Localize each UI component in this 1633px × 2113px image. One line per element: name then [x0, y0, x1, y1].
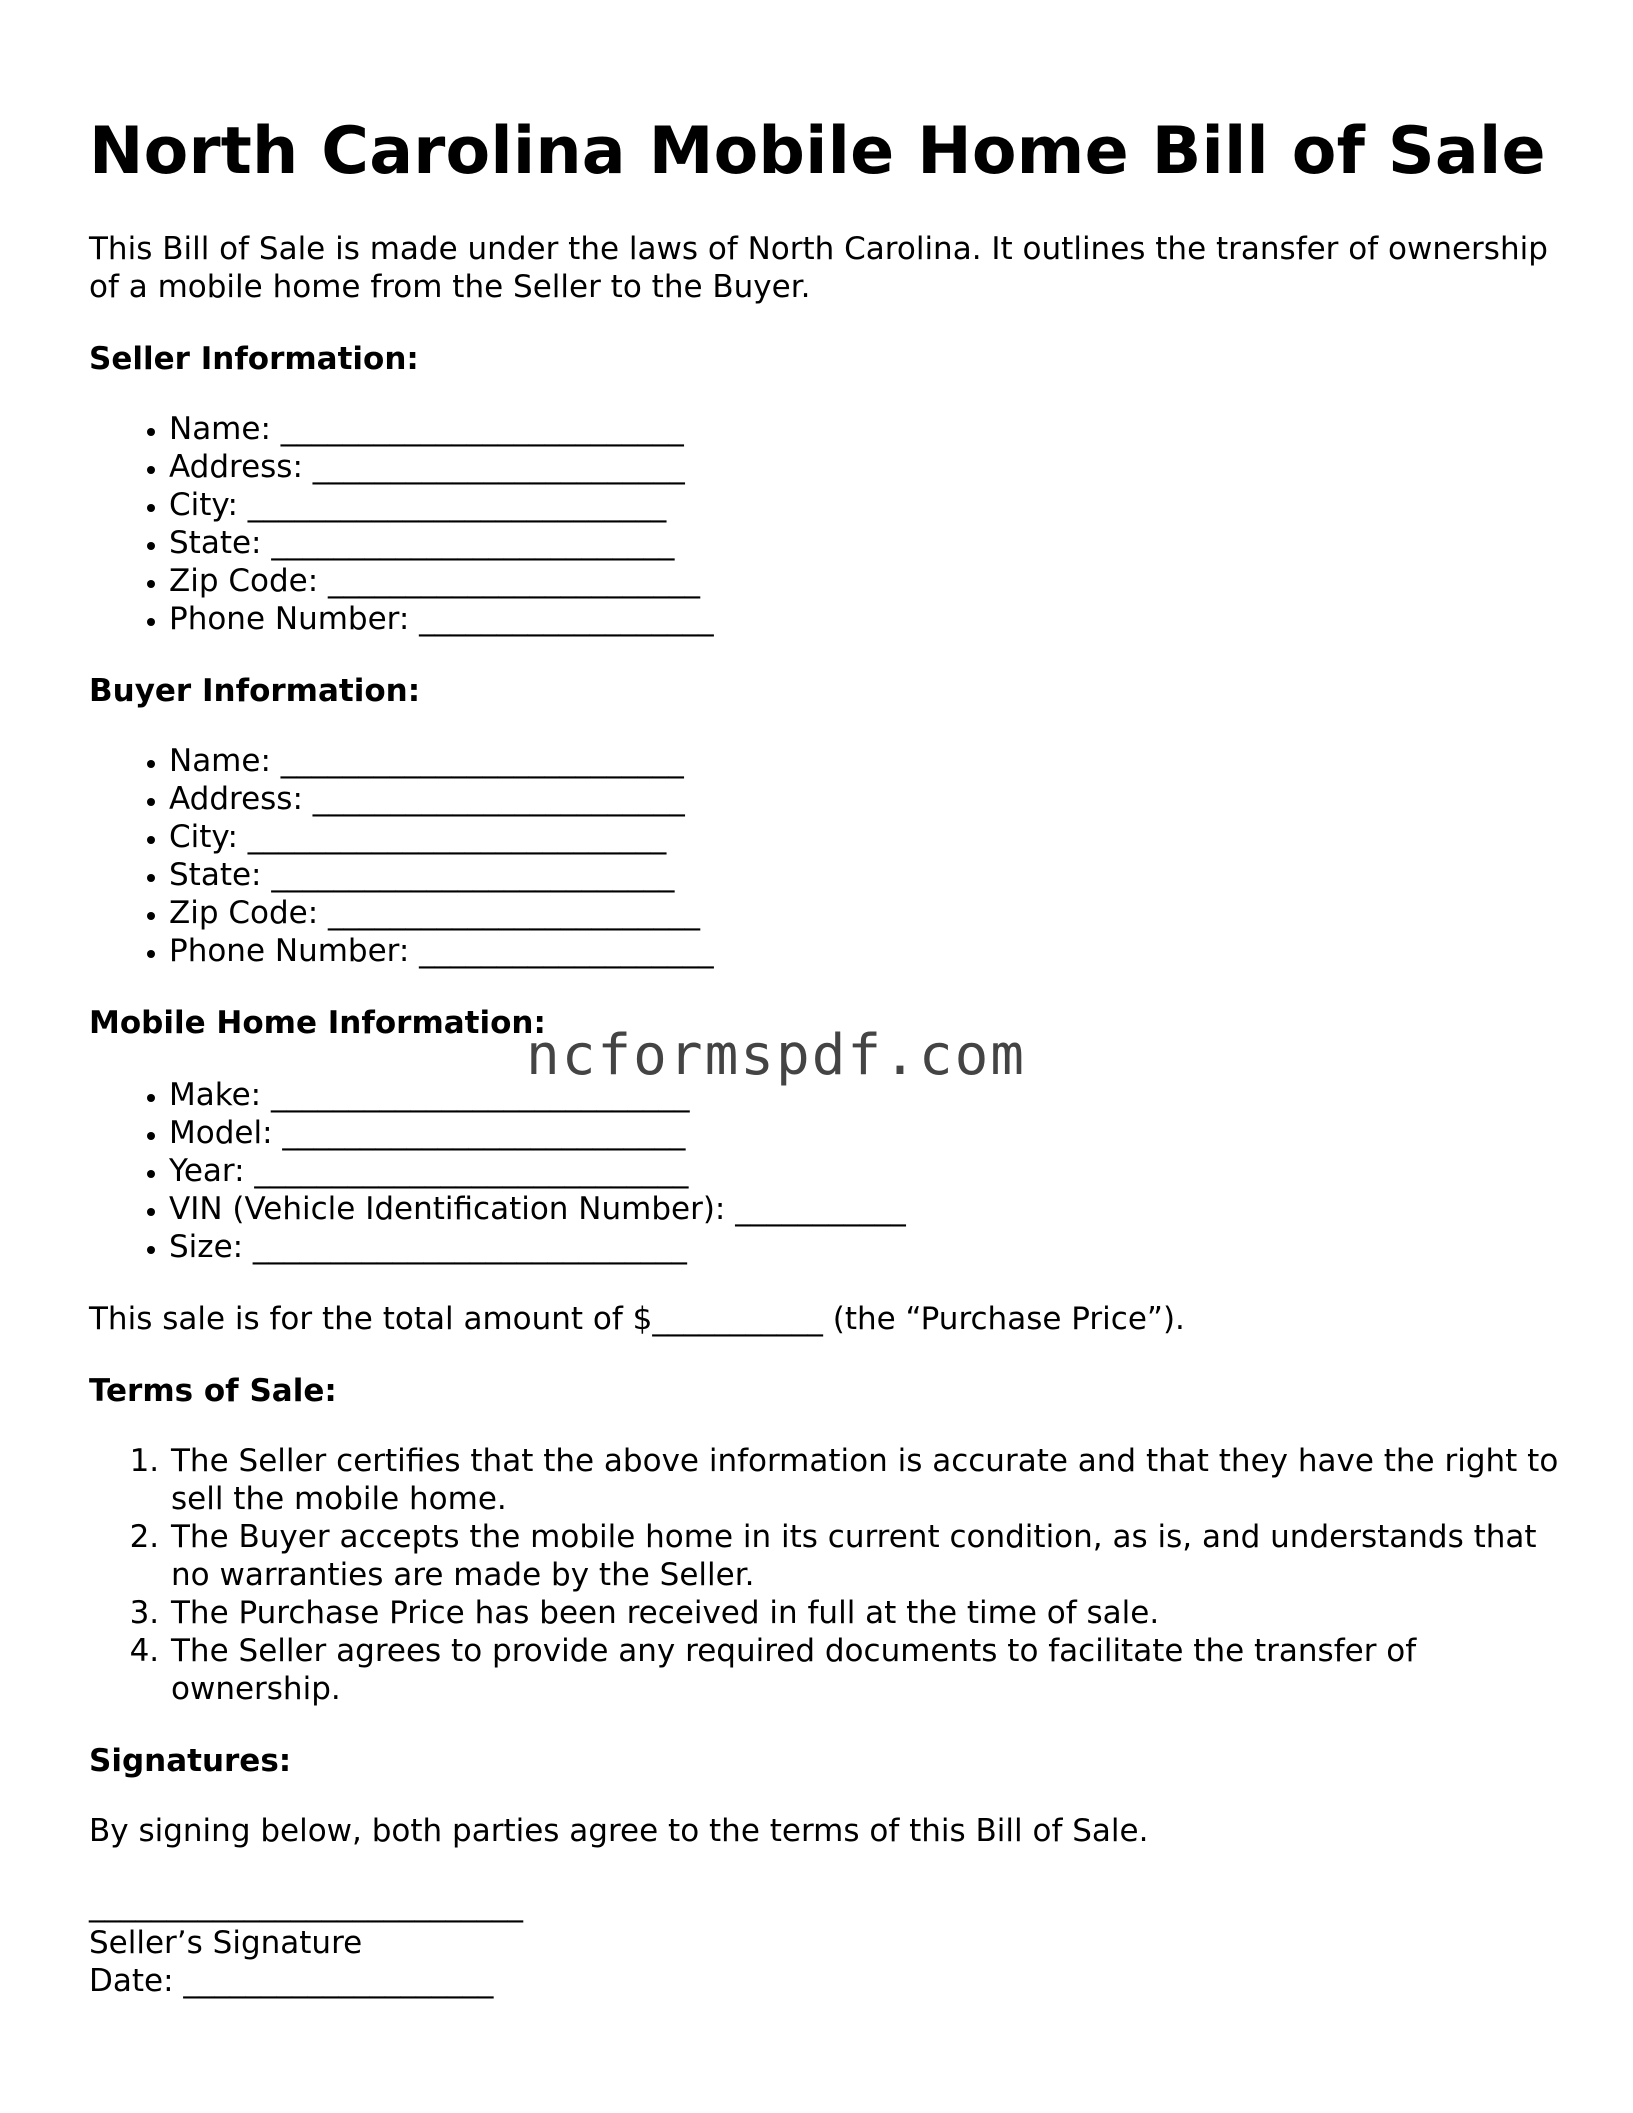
term-item: 2. The Buyer accepts the mobile home in its current condition, as is, and understands that no warranties are made by the Seller. [169, 1518, 1559, 1594]
buyer-phone-field: • Phone Number: ___________________ [169, 932, 1559, 970]
purchase-price-statement: This sale is for the total amount of $___________ (the “Purchase Price”). [89, 1301, 1185, 1337]
term-item: 4. The Seller agrees to provide any required documents to facilitate the transfer of ownership. [169, 1632, 1559, 1708]
seller-zip-field: • Zip Code: ________________________ [169, 562, 1559, 600]
watermark-text: ncformspdf.com [526, 1023, 1027, 1088]
mobile-home-fields-list [89, 1076, 1559, 1266]
seller-signature-date: Date: ____________________ [89, 1963, 494, 1999]
seller-name-field: • Name: __________________________ [169, 410, 1559, 448]
intro-paragraph: This Bill of Sale is made under the laws of North Carolina. It outlines the transfer of ownership of a mobile home from the Seller to the Buyer. [89, 231, 1548, 305]
mobile-home-make-field: • Make: ___________________________ [169, 1076, 1559, 1114]
seller-signature-line: ____________________________ [89, 1887, 523, 1923]
buyer-name-field: • Name: __________________________ [169, 742, 1559, 780]
signatures-heading: Signatures: [89, 1743, 292, 1779]
mobile-home-model-field: • Model: __________________________ [169, 1114, 1559, 1152]
mobile-home-heading: Mobile Home Information: [89, 1005, 546, 1041]
term-item: 1. The Seller certifies that the above information is accurate and that they have the right to sell the mobile home. [169, 1442, 1559, 1518]
signatures-intro: By signing below, both parties agree to the terms of this Bill of Sale. [89, 1813, 1149, 1849]
seller-heading: Seller Information: [89, 341, 419, 377]
buyer-heading: Buyer Information: [89, 673, 421, 709]
buyer-fields-list [89, 742, 1559, 970]
buyer-city-field: • City: ___________________________ [169, 818, 1559, 856]
seller-signature-label: Seller’s Signature [89, 1925, 363, 1961]
seller-signature-block [89, 1886, 1559, 2000]
buyer-address-field: • Address: ________________________ [169, 780, 1559, 818]
seller-phone-field: • Phone Number: ___________________ [169, 600, 1559, 638]
terms-list [89, 1442, 1559, 1708]
terms-heading: Terms of Sale: [89, 1373, 337, 1409]
term-item: 3. The Purchase Price has been received in full at the time of sale. [169, 1594, 1559, 1632]
buyer-zip-field: • Zip Code: ________________________ [169, 894, 1559, 932]
seller-fields-list [89, 410, 1559, 638]
mobile-home-size-field: • Size: ____________________________ [169, 1228, 1559, 1266]
document-title: North Carolina Mobile Home Bill of Sale [89, 114, 1546, 189]
mobile-home-year-field: • Year: ____________________________ [169, 1152, 1559, 1190]
seller-address-field: • Address: ________________________ [169, 448, 1559, 486]
buyer-state-field: • State: __________________________ [169, 856, 1559, 894]
seller-city-field: • City: ___________________________ [169, 486, 1559, 524]
seller-state-field: • State: __________________________ [169, 524, 1559, 562]
mobile-home-vin-field: • VIN (Vehicle Identification Number): ___________ [169, 1190, 1559, 1228]
